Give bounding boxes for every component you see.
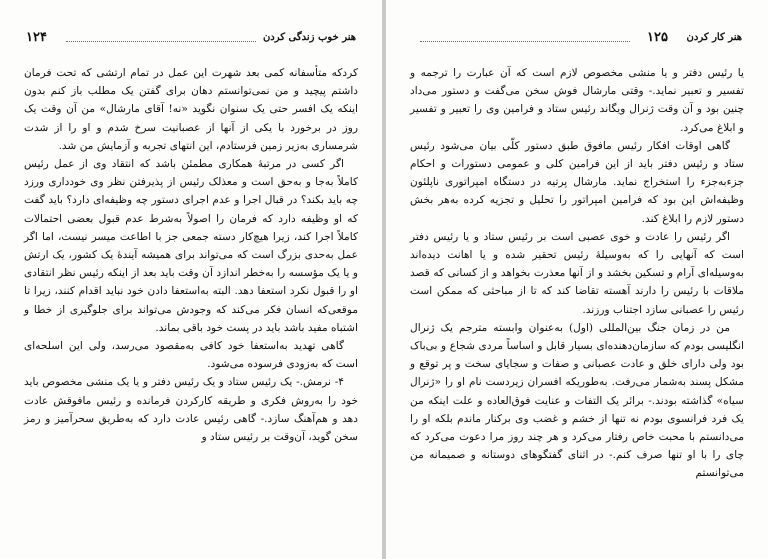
- paragraph: ۴- نرمش.- یک رئیس ستاد و یک رئیس دفتر و یا یک منشی مخصوص باید خود را به‌روش فکری و طریقه کارکردن فرمانده و رئیس مافوقش عادت دهد و هم‌آهنگ سازد.- گاهی رئیس عادت دارد که به‌طریق سحرآمیز و رمز سخن گوید، آن‌وقت بر رئیس ستاد و: [24, 376, 358, 444]
- paragraph: اگر کسی در مرتبهٔ همکاری مطمئن باشد که انتقاد وی از عمل رئیس کاملاً به‌جا و به‌حق است و معذلک رئیس از پذیرفتن نظر وی خودداری ورزد چه باید بکند؟ در قبال اجرا و عدم اجرای دستور چه وظیفه‌ای دارد؟ باید گفت که او وظیفه دارد که فرمان را اصولاً به‌شرط عدم قبول بعضی احتمالات کاملاً اجرا کند، زیرا هیچ‌کار دسته جمعی جز با اطاعت میسر نیست، اما اگر عمل به‌حدی بزرگ است که می‌تواند برای همیشه آیندهٔ یک کشور، یک ارتش و یا یک مؤسسه را به‌خطر اندازد آن وقت باید بعد از اینکه رئیس نظر انتقادی او را قبول نکرد استعفا دهد. البته به‌استعفا دادن خود نباید اقدام کنند، زیرا تا موقعی‌که انسان فکر می‌کند که وجودش می‌تواند برای جلوگیری از خطا و اشتباه مفید باشد باید در پست خود باقی بماند.: [24, 158, 358, 334]
- page-number: ۱۲۴: [26, 30, 47, 45]
- right-page-body: [410, 64, 744, 483]
- paragraph: اگر رئیس را عادت و خوی عصبی است بر رئیس ستاد و یا رئیس دفتر است که آنهایی را که به‌وسیلهٔ رئیس تحقیر شده و یا اهانت دیده‌اند به‌وسیله‌ای آرام و تسکین بخشد و از آنها معذرت بخواهد و از کسانی که قصد ملاقات با رئیس را دارند آهسته تقاضا کند که تا از مباحثی که ممکن است رئیس را عصبانی سازد اجتناب ورزند.: [410, 230, 744, 316]
- left-page: [0, 0, 382, 559]
- left-page-body: [24, 64, 358, 446]
- running-title: هنر خوب زندگی کردن: [262, 32, 356, 43]
- running-title: هنر کار کردن: [686, 32, 742, 43]
- page-number: ۱۲۵: [647, 30, 668, 45]
- paragraph: گاهی اوقات افکار رئیس مافوق طبق دستور کلّی بیان می‌شود رئیس ستاد و رئیس دفتر باید از این فرامین کلی و عمومی دستورات و احکام جزء‌به‌جزء را استخراج نماید. مارشال پرتیه در دستگاه امپراتوری ناپلئون وظیفه‌اش این بود که فرامین امپراتور را تحلیل و تجزیه کرده به‌هر بخش دستور لازم را ابلاغ کند.: [410, 139, 744, 225]
- header-dot-leader: [66, 41, 256, 42]
- right-page: [386, 0, 768, 559]
- paragraph: کردکه متأسفانه کمی بعد شهرت این عمل در تمام ارتشی که تحت فرمان داشتم پیچید و من نمی‌توانستم دهان برای گفتن یک مطلب باز کنم بدون اینکه یک افسر حتی یک سنوان نگوید «نه! آقای مارشال» من آن وقت یک روز در برخورد با یکی از آنها از عصبانیت سرخ شدم و او را از شدت شرمساری به‌زیر زمین فرستادم، این انتهای تجربه و آزمایش من شد.: [24, 67, 358, 152]
- header-dot-leader: [420, 41, 630, 42]
- paragraph: من در زمان جنگ بین‌المللی (اول) به‌عنوان وابسته مترجم یک ژنرال انگلیسی بودم که سازمان‌دهنده‌ای بسیار قابل و اساساً مردی شجاع و بی‌باک بود ولی دارای خلق و عادت عصبانی و صفات و سجایای سخت و پر توقع و مشکل پسند به‌شمار می‌رفت. به‌طوریکه افسران زیردست نام او را «ژنرال سیاه» گذاشته بودند.- برائر یک التفات و عنایت فوق‌العاده و علت اینکه من یک فرد فرانسوی بودم نه تنها از خشم و غضب وی برکنار ماندم بلکه او را می‌دانستم با محبت خاص رفتار می‌کرد و هر چند روز مرا دعوت می‌کرد که چای را با او تنها صرف کنم.- در اثنای گفتگوهای دوستانه و صمیمانه من می‌توانستم: [410, 321, 744, 480]
- paragraph: یا رئیس دفتر و یا منشی مخصوص لازم است که آن عبارت را ترجمه و تفسیر و تعبیر نماید.- وقتی مارشال فوش سخن می‌گفت و دستور می‌داد چنین بود و آن وقت ژنرال ویگاند رئیس ستاد و فرامین وی را تعبیر و تفسیر و ابلاغ می‌کرد.: [410, 67, 744, 134]
- right-page-header: [412, 30, 742, 48]
- paragraph: گاهی تهدید به‌استعفا خود کافی به‌مقصود می‌رسد، ولی این اسلحه‌ای است که به‌زودی فرسوده می‌شود.: [24, 340, 358, 371]
- left-page-header: [26, 30, 356, 48]
